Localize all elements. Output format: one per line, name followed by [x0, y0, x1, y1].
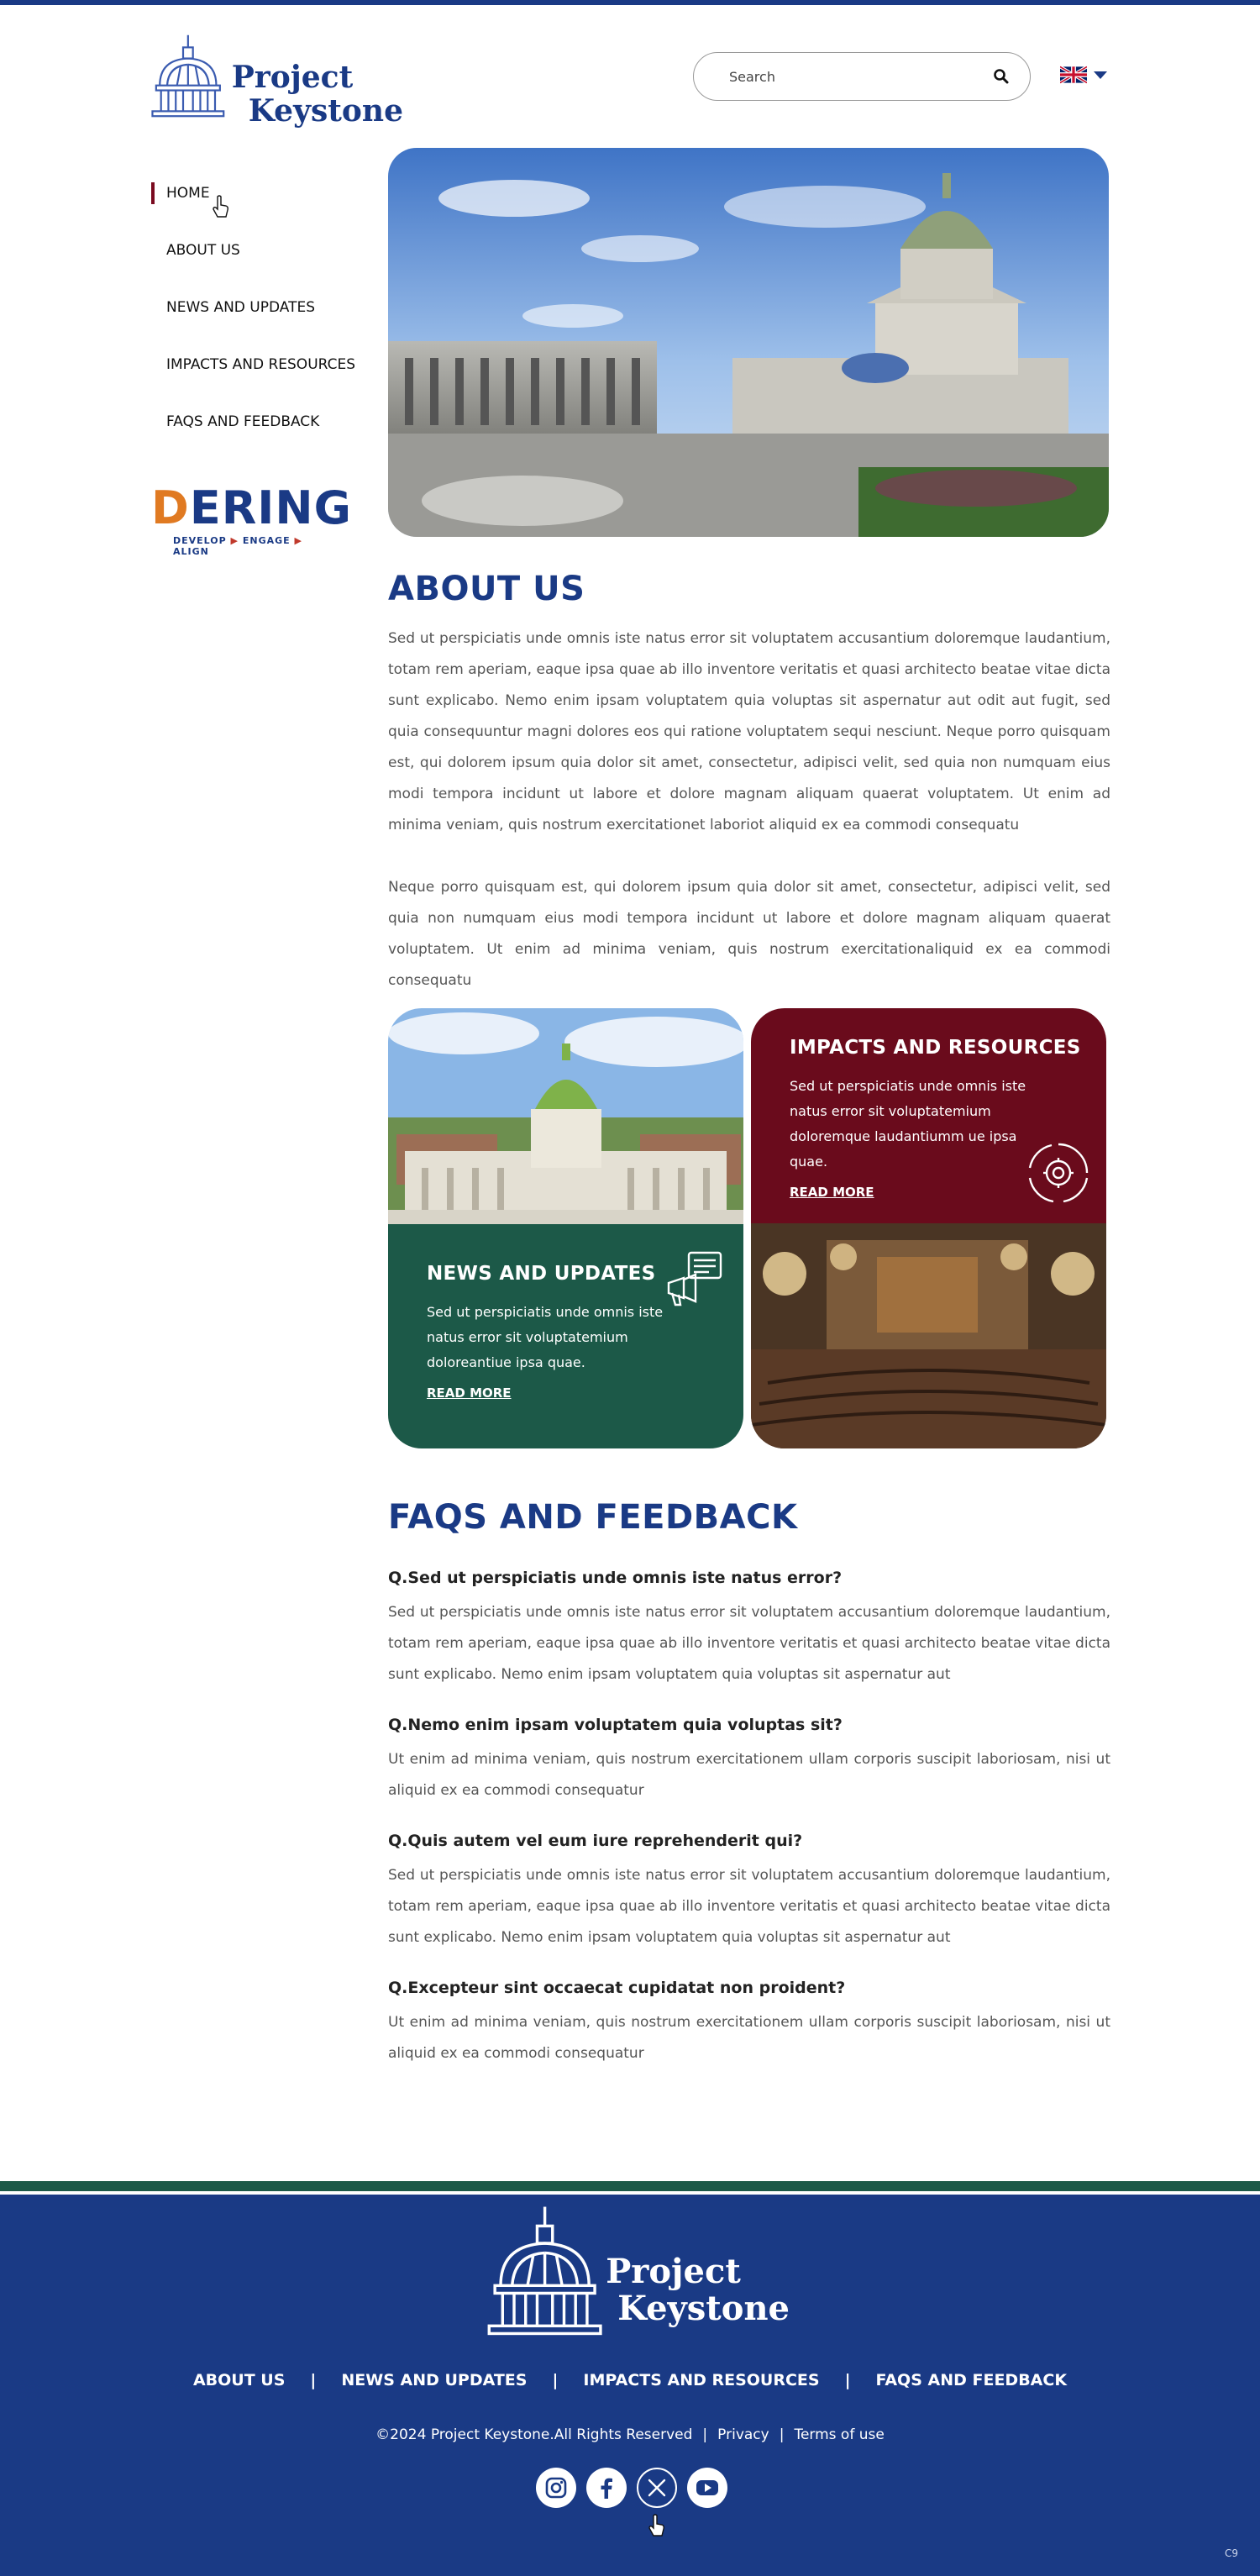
search-input[interactable]: [729, 69, 993, 85]
faq-answer: Ut enim ad minima veniam, quis nostrum exercitationem ullam corporis suscipit laboriosam, nisi ut aliquid ex ea commodi consequatur: [388, 1751, 1110, 1799]
news-card[interactable]: [388, 1224, 743, 1448]
capitol-aerial-image: [388, 1008, 743, 1228]
site-footer: [0, 2195, 1260, 2576]
faqs-title: FAQS AND FEEDBACK: [388, 1498, 798, 1537]
nav-item-impacts-and-resources[interactable]: IMPACTS AND RESOURCES: [166, 356, 356, 373]
logo-line-1: Project: [231, 60, 354, 95]
faq-question[interactable]: Q.Sed ut perspiciatis unde omnis iste natus error?: [388, 1569, 843, 1587]
capitol-dome-icon: [487, 2205, 602, 2336]
nav-item-about-us[interactable]: ABOUT US: [166, 242, 240, 259]
footer-logo-wordmark: Project Keystone: [606, 2252, 790, 2328]
hand-cursor-icon: [212, 195, 230, 218]
footer-copyright-row: ©2024 Project Keystone.All Rights Reserved | Privacy | Terms of use: [375, 2426, 885, 2443]
footer-logo[interactable]: [487, 2210, 790, 2336]
about-section: [388, 570, 1110, 996]
footer-accent-bar: [0, 2181, 1260, 2191]
top-accent-bar: [0, 0, 1260, 5]
dering-partner-logo[interactable]: [151, 481, 352, 559]
footer-link-impacts-and-resources[interactable]: IMPACTS AND RESOURCES: [583, 2371, 820, 2389]
hero-capitol-image: [388, 148, 1109, 537]
x-icon[interactable]: [637, 2468, 677, 2508]
nav-item-news-and-updates[interactable]: NEWS AND UPDATES: [166, 299, 316, 316]
about-paragraph-2: Neque porro quisquam est, qui dolorem ipsum quia dolor sit amet, consectetur, adipisci velit, sed quia non numquam eius modi tempora incidunt ut labore et dolore magnam aliquam quaerat voluptatem. Ut enim ad minima veniam, quis nostrum exercitationaliquid ex ea commodi consequatu: [388, 879, 1110, 989]
gear-cycle-icon: [1026, 1141, 1090, 1205]
dering-tagline: DEVELOP ▶ ENGAGE ▶ ALIGN: [173, 535, 302, 557]
faqs-section: [388, 1498, 1110, 2069]
impacts-card-title: IMPACTS AND RESOURCES: [790, 1037, 1081, 1059]
uk-flag-icon: [1060, 66, 1087, 84]
news-read-more-link[interactable]: READ MORE: [427, 1385, 512, 1401]
faq-question[interactable]: Q.Quis autem vel eum iure reprehenderit qui?: [388, 1832, 803, 1850]
social-links: [536, 2468, 727, 2508]
announcement-icon: [665, 1249, 724, 1308]
feature-cards: [388, 1008, 1108, 1448]
instagram-icon[interactable]: [536, 2468, 576, 2508]
facebook-icon[interactable]: [586, 2468, 627, 2508]
footer-link-about-us[interactable]: ABOUT US: [192, 2371, 286, 2389]
capitol-dome-icon: [151, 18, 225, 133]
faq-question[interactable]: Q.Excepteur sint occaecat cupidatat non proident?: [388, 1979, 846, 1997]
sidebar-nav: [151, 168, 370, 454]
privacy-link[interactable]: Privacy: [717, 2426, 769, 2443]
senate-chamber-image: [751, 1223, 1106, 1448]
terms-link[interactable]: Terms of use: [794, 2426, 885, 2443]
about-paragraph-1: Sed ut perspiciatis unde omnis iste natus error sit voluptatem accusantium doloremque laudantium, totam rem aperiam, eaque ipsa quae ab illo inventore veritatis et quasi architecto beatae vitae dicta sunt explicabo. Nemo enim ipsam voluptatem quia voluptas sit aspernatur aut odit aut fugit, sed quia consequuntur magni dolores eos qui ratione voluptatem sequi nesciunt. Neque porro quisquam est, qui dolorem ipsum quia dolor sit amet, consectetur, adipisci velit, sed quia non numquam eius modi tempora incidunt ut labore et dolore magnam aliquam quaerat voluptatem. Ut enim ad minima veniam, quis nostrum exercitationet laboriot aliquid ex ea commodi consequatu: [388, 630, 1110, 833]
faq-question[interactable]: Q.Nemo enim ipsam voluptatem quia voluptas sit?: [388, 1716, 843, 1734]
search-icon[interactable]: [993, 68, 1010, 85]
nav-item-faqs-and-feedback[interactable]: FAQS AND FEEDBACK: [166, 413, 320, 430]
site-logo[interactable]: [151, 15, 403, 133]
footer-link-faqs-and-feedback[interactable]: FAQS AND FEEDBACK: [875, 2371, 1068, 2389]
language-selector[interactable]: [1060, 66, 1107, 84]
footer-nav: ABOUT US | NEWS AND UPDATES | IMPACTS AND RESOURCES | FAQS AND FEEDBACK: [192, 2371, 1068, 2389]
logo-wordmark: [232, 60, 403, 128]
logo-line-2: Keystone: [248, 93, 403, 129]
chevron-down-icon[interactable]: [1094, 71, 1107, 79]
about-title: ABOUT US: [388, 570, 585, 608]
corner-badge: C9: [1224, 2547, 1238, 2559]
faq-answer: Sed ut perspiciatis unde omnis iste natus error sit voluptatem accusantium doloremque laudantium, totam rem aperiam, eaque ipsa quae ab illo inventore veritatis et quasi architecto beatae vitae dicta sunt explicabo. Nemo enim ipsam voluptatem quia voluptas sit aspernatur aut: [388, 1604, 1110, 1683]
footer-link-news-and-updates[interactable]: NEWS AND UPDATES: [341, 2371, 528, 2389]
news-card-title: NEWS AND UPDATES: [427, 1263, 656, 1285]
nav-item-home[interactable]: HOME: [151, 168, 370, 225]
copyright-text: ©2024 Project Keystone.All Rights Reserved: [375, 2426, 693, 2443]
faq-answer: Sed ut perspiciatis unde omnis iste natus error sit voluptatem accusantium doloremque laudantium, totam rem aperiam, eaque ipsa quae ab illo inventore veritatis et quasi architecto beatae vitae dicta sunt explicabo. Nemo enim ipsam voluptatem quia voluptas sit aspernatur aut: [388, 1867, 1110, 1946]
news-card-text: Sed ut perspiciatis unde omnis iste natus error sit voluptatemium doloreantiue ipsa quae.: [427, 1304, 664, 1370]
impacts-read-more-link[interactable]: READ MORE: [790, 1185, 874, 1200]
dering-wordmark: DERING: [151, 481, 352, 534]
youtube-icon[interactable]: [687, 2468, 727, 2508]
hand-cursor-icon: [648, 2514, 666, 2537]
search-box[interactable]: [693, 52, 1031, 101]
impacts-card-text: Sed ut perspiciatis unde omnis iste natus error sit voluptatemium doloremque laudantiumm ue ipsa quae.: [790, 1078, 1026, 1170]
impacts-card[interactable]: [751, 1008, 1106, 1225]
faq-answer: Ut enim ad minima veniam, quis nostrum exercitationem ullam corporis suscipit laboriosam, nisi ut aliquid ex ea commodi consequatur: [388, 2014, 1110, 2062]
